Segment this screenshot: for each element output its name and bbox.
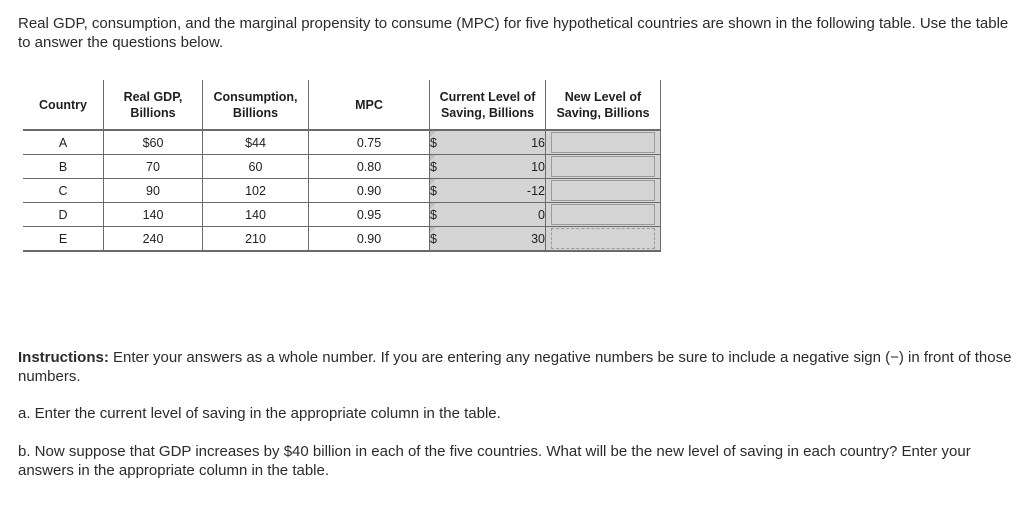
cell-current-saving (430, 130, 546, 155)
table-row (23, 155, 661, 179)
currency-symbol: $ (430, 183, 437, 198)
table-row (23, 130, 661, 155)
cell-country: E (23, 227, 104, 252)
cell-consumption: 140 (203, 203, 309, 227)
cell-consumption: 210 (203, 227, 309, 252)
cell-current-saving (430, 203, 546, 227)
cell-marker-icon (430, 179, 436, 185)
currency-symbol: $ (430, 231, 437, 246)
new-saving-input[interactable] (551, 228, 655, 249)
currency-symbol: $ (430, 159, 437, 174)
cell-gdp: 240 (104, 227, 203, 252)
currency-symbol: $ (430, 207, 437, 222)
current-saving-value: 10 (531, 159, 545, 174)
instructions-text: Enter your answers as a whole number. If you are entering any negative numbers be sure to include a negative sign (−) in front of those numbers. (18, 349, 1012, 385)
cell-country: D (23, 203, 104, 227)
cell-gdp: 140 (104, 203, 203, 227)
cell-current-saving (430, 227, 546, 252)
cell-new-saving[interactable] (546, 203, 661, 227)
header-consumption: Consumption, Billions (203, 80, 309, 130)
question-a: a. Enter the current level of saving in the appropriate column in the table. (18, 405, 501, 422)
cell-marker-icon (430, 155, 436, 161)
cell-marker-icon (430, 227, 436, 233)
header-current-saving: Current Level of Saving, Billions (430, 80, 546, 130)
cell-new-saving[interactable] (546, 179, 661, 203)
question-b: b. Now suppose that GDP increases by $40 billion in each of the five countries. What will be the new level of saving in each country? Enter your answers in the appropriate column in the table. (18, 443, 971, 479)
cell-gdp: 90 (104, 179, 203, 203)
cell-country: C (23, 179, 104, 203)
table-row (23, 179, 661, 203)
new-saving-input[interactable] (551, 132, 655, 153)
instructions-label: Instructions: (18, 349, 109, 366)
cell-mpc: 0.75 (309, 130, 430, 155)
header-country: Country (23, 80, 104, 130)
cell-mpc: 0.90 (309, 179, 430, 203)
current-saving-value: 16 (531, 135, 545, 150)
cell-gdp: $60 (104, 130, 203, 155)
cell-marker-icon (430, 131, 436, 137)
new-saving-input[interactable] (551, 180, 655, 201)
intro-text: Real GDP, consumption, and the marginal propensity to consume (MPC) for five hypothetical countries are shown in the following table. Use the table to answer the questions below. (18, 15, 1009, 51)
new-saving-input[interactable] (551, 204, 655, 225)
header-mpc: MPC (309, 80, 430, 130)
cell-mpc: 0.80 (309, 155, 430, 179)
current-saving-value: -12 (526, 183, 545, 198)
cell-gdp: 70 (104, 155, 203, 179)
cell-new-saving[interactable] (546, 155, 661, 179)
table-row (23, 227, 661, 252)
new-saving-input[interactable] (551, 156, 655, 177)
instructions (18, 348, 1018, 386)
cell-current-saving (430, 179, 546, 203)
table-header-row (23, 80, 661, 130)
cell-country: A (23, 130, 104, 155)
cell-consumption: 60 (203, 155, 309, 179)
current-saving-value: 30 (531, 231, 545, 246)
current-saving-value: 0 (538, 207, 545, 222)
cell-new-saving[interactable] (546, 130, 661, 155)
cell-current-saving (430, 155, 546, 179)
currency-symbol: $ (430, 135, 437, 150)
cell-mpc: 0.90 (309, 227, 430, 252)
table-row (23, 203, 661, 227)
cell-new-saving[interactable] (546, 227, 661, 252)
cell-country: B (23, 155, 104, 179)
header-new-saving: New Level of Saving, Billions (546, 80, 661, 130)
cell-consumption: $44 (203, 130, 309, 155)
cell-marker-icon (430, 203, 436, 209)
cell-consumption: 102 (203, 179, 309, 203)
cell-mpc: 0.95 (309, 203, 430, 227)
header-gdp: Real GDP, Billions (104, 80, 203, 130)
gdp-table (23, 80, 661, 252)
